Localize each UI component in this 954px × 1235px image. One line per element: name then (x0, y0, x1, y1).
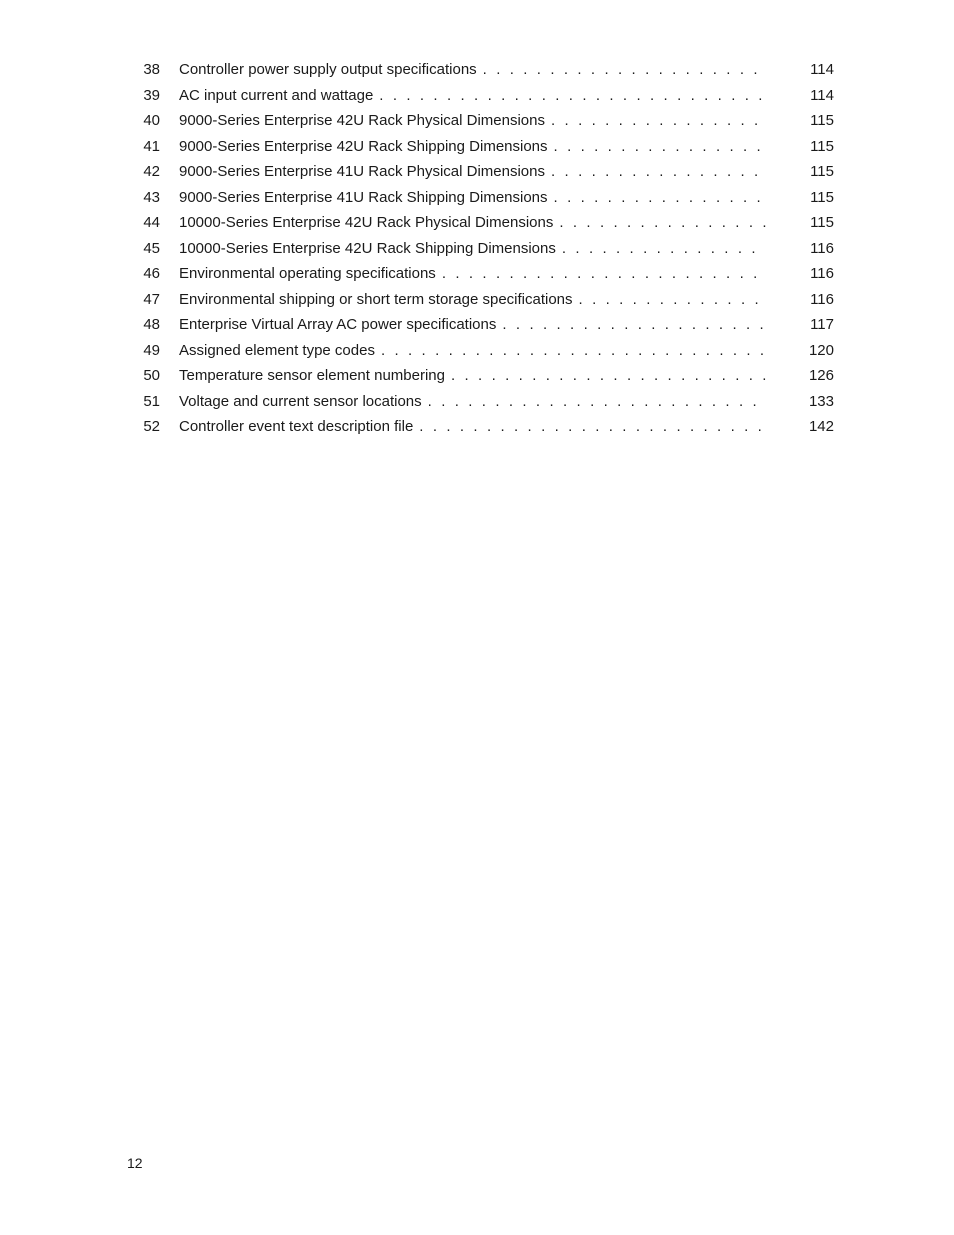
dot-leader (442, 261, 766, 287)
dot-leader (379, 83, 766, 109)
toc-entry[interactable] (130, 389, 834, 415)
toc-entry-number: 41 (143, 137, 160, 155)
toc-entry-number: 45 (143, 239, 160, 257)
dot-leader (551, 108, 766, 134)
toc-entry-title: Voltage and current sensor locations (179, 392, 422, 410)
toc-entry-number: 49 (143, 341, 160, 359)
dot-leader (419, 414, 766, 440)
toc-entry[interactable] (130, 134, 834, 160)
dot-leader (381, 338, 766, 364)
toc-entry-title: 10000-Series Enterprise 42U Rack Physical Dimensions (179, 214, 554, 231)
toc-entry-page: 133 (808, 392, 834, 410)
dot-leader (554, 134, 766, 160)
toc-entry-title: Temperature sensor element numbering (179, 367, 445, 384)
toc-entry-number: 44 (143, 214, 160, 231)
toc-entry-number: 47 (143, 290, 160, 308)
toc-entry-page: 116 (810, 265, 834, 282)
toc-entry[interactable] (130, 210, 834, 236)
toc-entry-title: 9000-Series Enterprise 41U Rack Shipping Dimensions (179, 188, 548, 206)
toc-entry[interactable] (130, 312, 834, 338)
dot-leader (579, 287, 766, 313)
toc-entry[interactable] (130, 185, 834, 211)
toc-entry[interactable] (130, 83, 834, 109)
toc-entry-page: 114 (810, 86, 834, 104)
toc-entry[interactable] (130, 236, 834, 262)
toc-entry-number: 43 (143, 188, 160, 206)
toc-entry-page: 115 (810, 112, 834, 129)
toc-entry-page: 126 (808, 367, 834, 384)
toc-entry[interactable] (130, 159, 834, 185)
toc-entry[interactable] (130, 414, 834, 440)
dot-leader (559, 210, 766, 236)
toc-entry-number: 51 (143, 392, 160, 410)
toc-entry-title: Controller power supply output specifications (179, 61, 477, 78)
toc-entry-page: 115 (810, 214, 834, 231)
toc-entry-title: 10000-Series Enterprise 42U Rack Shipping Dimensions (179, 239, 556, 257)
dot-leader (562, 236, 766, 262)
toc-entry-number: 39 (143, 86, 160, 104)
toc-entry[interactable] (130, 287, 834, 313)
dot-leader (554, 185, 766, 211)
toc-entry-page: 116 (810, 239, 834, 257)
toc-entry-number: 40 (143, 112, 160, 129)
toc-entry-title: 9000-Series Enterprise 42U Rack Physical Dimensions (179, 112, 545, 129)
dot-leader (428, 389, 766, 415)
toc-entry-title: 9000-Series Enterprise 42U Rack Shipping Dimensions (179, 137, 548, 155)
toc-entry-page: 115 (810, 137, 834, 155)
toc-entry-title: AC input current and wattage (179, 86, 374, 104)
dot-leader (551, 159, 766, 185)
toc-entry-title: Controller event text description file (179, 418, 414, 435)
toc-entry[interactable] (130, 338, 834, 364)
toc-entry[interactable] (130, 363, 834, 389)
toc-entry-title: Environmental operating specifications (179, 265, 436, 282)
toc-entry-page: 116 (810, 290, 834, 308)
dot-leader (483, 57, 766, 83)
toc-entry[interactable] (130, 57, 834, 83)
toc-entry-page: 142 (808, 418, 834, 435)
toc-entry-title: 9000-Series Enterprise 41U Rack Physical Dimensions (179, 163, 545, 180)
toc-entry-number: 42 (143, 163, 160, 180)
toc-entry-number: 48 (143, 316, 160, 333)
toc-entry-number: 38 (143, 61, 160, 78)
toc-entry-title: Assigned element type codes (179, 341, 375, 359)
toc-entry-page: 115 (810, 188, 834, 206)
toc-entry-number: 52 (143, 418, 160, 435)
toc-entry-title: Environmental shipping or short term storage specifications (179, 290, 573, 308)
dot-leader (502, 312, 766, 338)
table-of-tables-list (130, 57, 834, 440)
toc-entry-number: 50 (143, 367, 160, 384)
toc-entry-page: 115 (810, 163, 834, 180)
dot-leader (451, 363, 766, 389)
page-number: 12 (127, 1155, 143, 1171)
toc-entry[interactable] (130, 108, 834, 134)
toc-entry[interactable] (130, 261, 834, 287)
toc-entry-title: Enterprise Virtual Array AC power specifications (179, 316, 497, 333)
toc-entry-page: 117 (810, 316, 834, 333)
toc-entry-page: 114 (810, 61, 834, 78)
toc-entry-number: 46 (143, 265, 160, 282)
toc-entry-page: 120 (808, 341, 834, 359)
